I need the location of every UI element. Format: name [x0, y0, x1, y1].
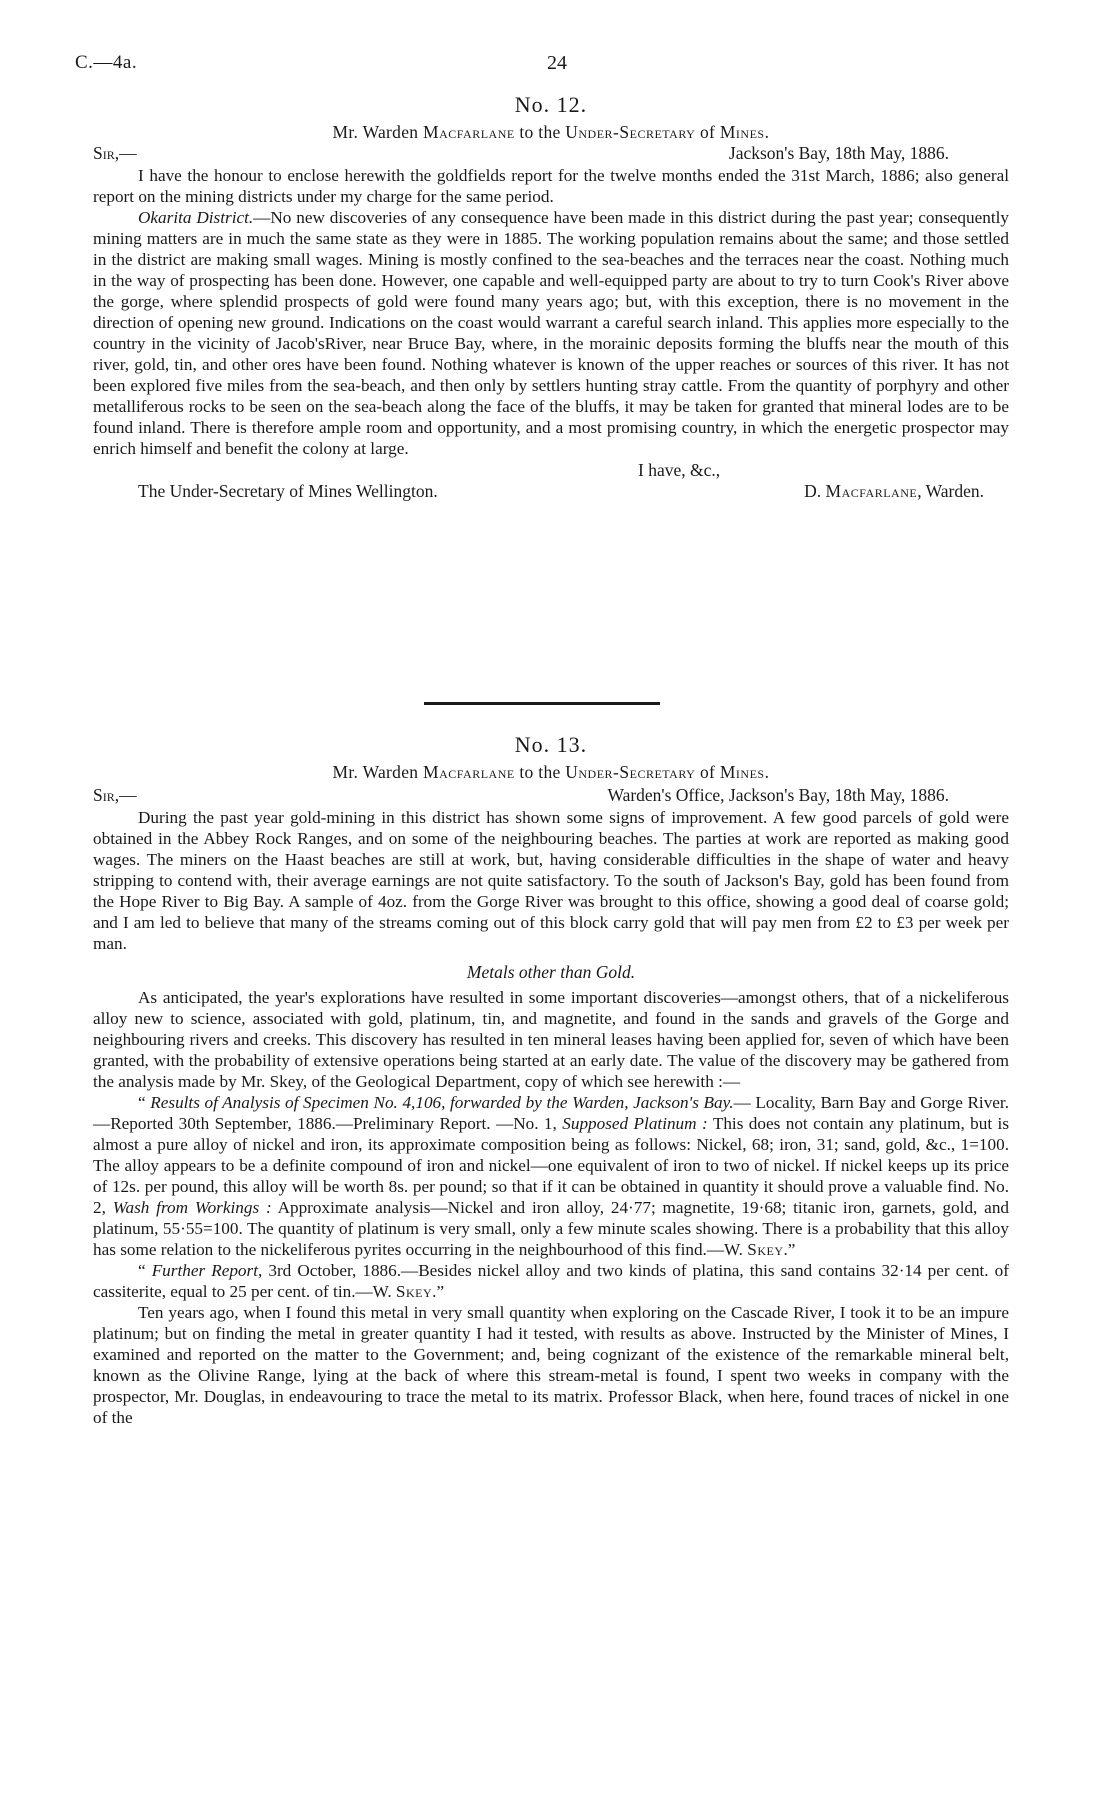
section-subheading: Metals other than Gold.	[466, 962, 636, 982]
letter-13-paragraph-3: Ten years ago, when I found this metal in very small quantity when exploring on the Cascade River, I took it to be an impure platinum; but on finding the metal in greater quantity I had it tested, with results as above. Instructed by the Minister of Mines, I examined and reported on the matter to the Government; and, being cognizant of the existence of the remarkable mineral belt, known as the Olivine Range, lying at the back of where this stream-metal is found, I spent two weeks in company with the prospector, Mr. Douglas, in endeavouring to trace the metal to its matrix. Professor Black, when here, found traces of nickel in one of the	[93, 1303, 1009, 1427]
salutation: Sir,—	[93, 143, 137, 163]
section-divider	[424, 702, 660, 705]
document-reference: C.—4a.	[75, 52, 138, 73]
letter-12-address-line	[93, 143, 1009, 165]
letter-12-paragraph-2: Okarita District.—No new discoveries of any consequence have been made in this district during the past year; consequently mining matters are in much the same state as they were in 1885. The working population remains about the same; and those settled in the district are making small wages. Mining is mostly confined to the sea-beaches and the terraces near the coast. Nothing much in the way of prospecting has been done. However, one capable and well-equipped party are about to try to turn Cook's River above the gorge, where splendid prospects of gold were found many years ago; but, with this exception, there is no movement in the direction of opening new ground. Indications on the coast would warrant a careful search inland. This applies more especially to the country in the vicinity of Jacob'sRiver, near Bruce Bay, where, in the morainic deposits forming the bluffs near the mouth of this river, gold, tin, and other ores have been found. Nothing whatever is known of the upper reaches or sources of this river. It has not been explored five miles from the sea-beach, and then only by settlers hunting stray cattle. From the quantity of porphyry and other metalliferous rocks to be seen on the sea-beach along the face of the bluffs, it may be taken for granted that mineral lodes are to be found inland. There is therefore ample room and opportunity, and a most promising country, in which the energetic prospector may enrich himself and benefit the colony at large.	[93, 208, 1009, 458]
salutation: Sir,—	[93, 785, 137, 805]
quoted-analysis-report: “ Results of Analysis of Specimen No. 4,106, forwarded by the Warden, Jackson's Bay.— Locality, Barn Bay and Gorge River.—Reported 30th September, 1886.—Preliminary Report. —No. 1, Supposed Platinum : This does not contain any platinum, but is almost a pure alloy of nickel and iron, its approximate composition being as follows: Nickel, 68; iron, 31; sand, gold, &c., 1=100. The alloy appears to be a definite compound of iron and nickel—one equivalent of iron to two of nickel. If nickel keeps up its price of 12s. per pound, this alloy will be worth 8s. per pound; so that if it can be obtained in quantity it should prove a valuable find. No. 2, Wash from Workings : Approximate analysis—Nickel and iron alloy, 24·77; magnetite, 19·68; titanic iron, garnets, gold, and platinum, 55·55=100. The quantity of platinum is very small, only a few minute scales showing. There is a probability that this alloy has some relation to the nickeliferous pyrites occurring in the neighbourhood of this find.—W. Skey.”	[93, 1093, 1010, 1259]
signature: D. Macfarlane, Warden.	[804, 481, 984, 501]
letter-12	[93, 92, 1009, 504]
letter-12-number: No. 12.	[514, 92, 588, 117]
letter-12-paragraph-1: I have the honour to enclose herewith the goldfields report for the twelve months ended the 31st March, 1886; also general report on the mining districts under my charge for the same period.	[93, 166, 1009, 206]
quoted-further-report: “ Further Report, 3rd October, 1886.—Besides nickel alloy and two kinds of platina, this sand contains 32·14 per cent. of cassiterite, equal to 25 per cent. of tin.—W. Skey.”	[93, 1261, 1009, 1301]
letter-13-paragraph-1: During the past year gold-mining in this district has shown some signs of improvement. A few good parcels of gold were obtained in the Abbey Rock Ranges, and on some of the neighbouring beaches. The parties at work are reported as making good wages. The miners on the Haast beaches are still at work, but, having considerable difficulties in the shape of water and heavy stripping to contend with, their average earnings are not quite satisfactory. To the south of Jackson's Bay, gold has been found from the Hope River to Big Bay. A sample of 4oz. from the Gorge River was brought to this office, showing a good deal of coarse gold; and I am led to believe that many of the streams coming out of this block carry gold that will pay men from £2 to £3 per week per man.	[93, 808, 1009, 953]
letter-13-number: No. 13.	[514, 732, 588, 757]
letter-12-closing: I have, &c., The Under-Secretary of Mines Wellington. D. Macfarlane, Warden.	[138, 460, 984, 501]
letter-12-subtitle: Mr. Warden Macfarlane to the Under-Secretary of Mines.	[332, 122, 770, 142]
place-date: Warden's Office, Jackson's Bay, 18th May, 1886.	[607, 785, 949, 805]
letter-13-subtitle: Mr. Warden Macfarlane to the Under-Secretary of Mines.	[332, 762, 770, 782]
letter-13	[93, 732, 1009, 1428]
place-date: Jackson's Bay, 18th May, 1886.	[728, 143, 949, 163]
page-number: 24	[547, 52, 567, 74]
letter-13-address-line	[93, 785, 1009, 807]
addressee: The Under-Secretary of Mines Wellington.	[138, 481, 438, 501]
letter-13-paragraph-2: As anticipated, the year's explorations have resulted in some important discoveries—amongst others, that of a nickeliferous alloy new to science, associated with gold, platinum, tin, and magnetite, and found in the sands and gravels of the Gorge and neighbouring rivers and creeks. This discovery has resulted in ten mineral leases having been applied for, seven of which have been granted, with the probability of extensive operations being started at an early date. The value of the discovery may be gathered from the analysis made by Mr. Skey, of the Geological Department, copy of which see herewith :—	[93, 988, 1009, 1091]
